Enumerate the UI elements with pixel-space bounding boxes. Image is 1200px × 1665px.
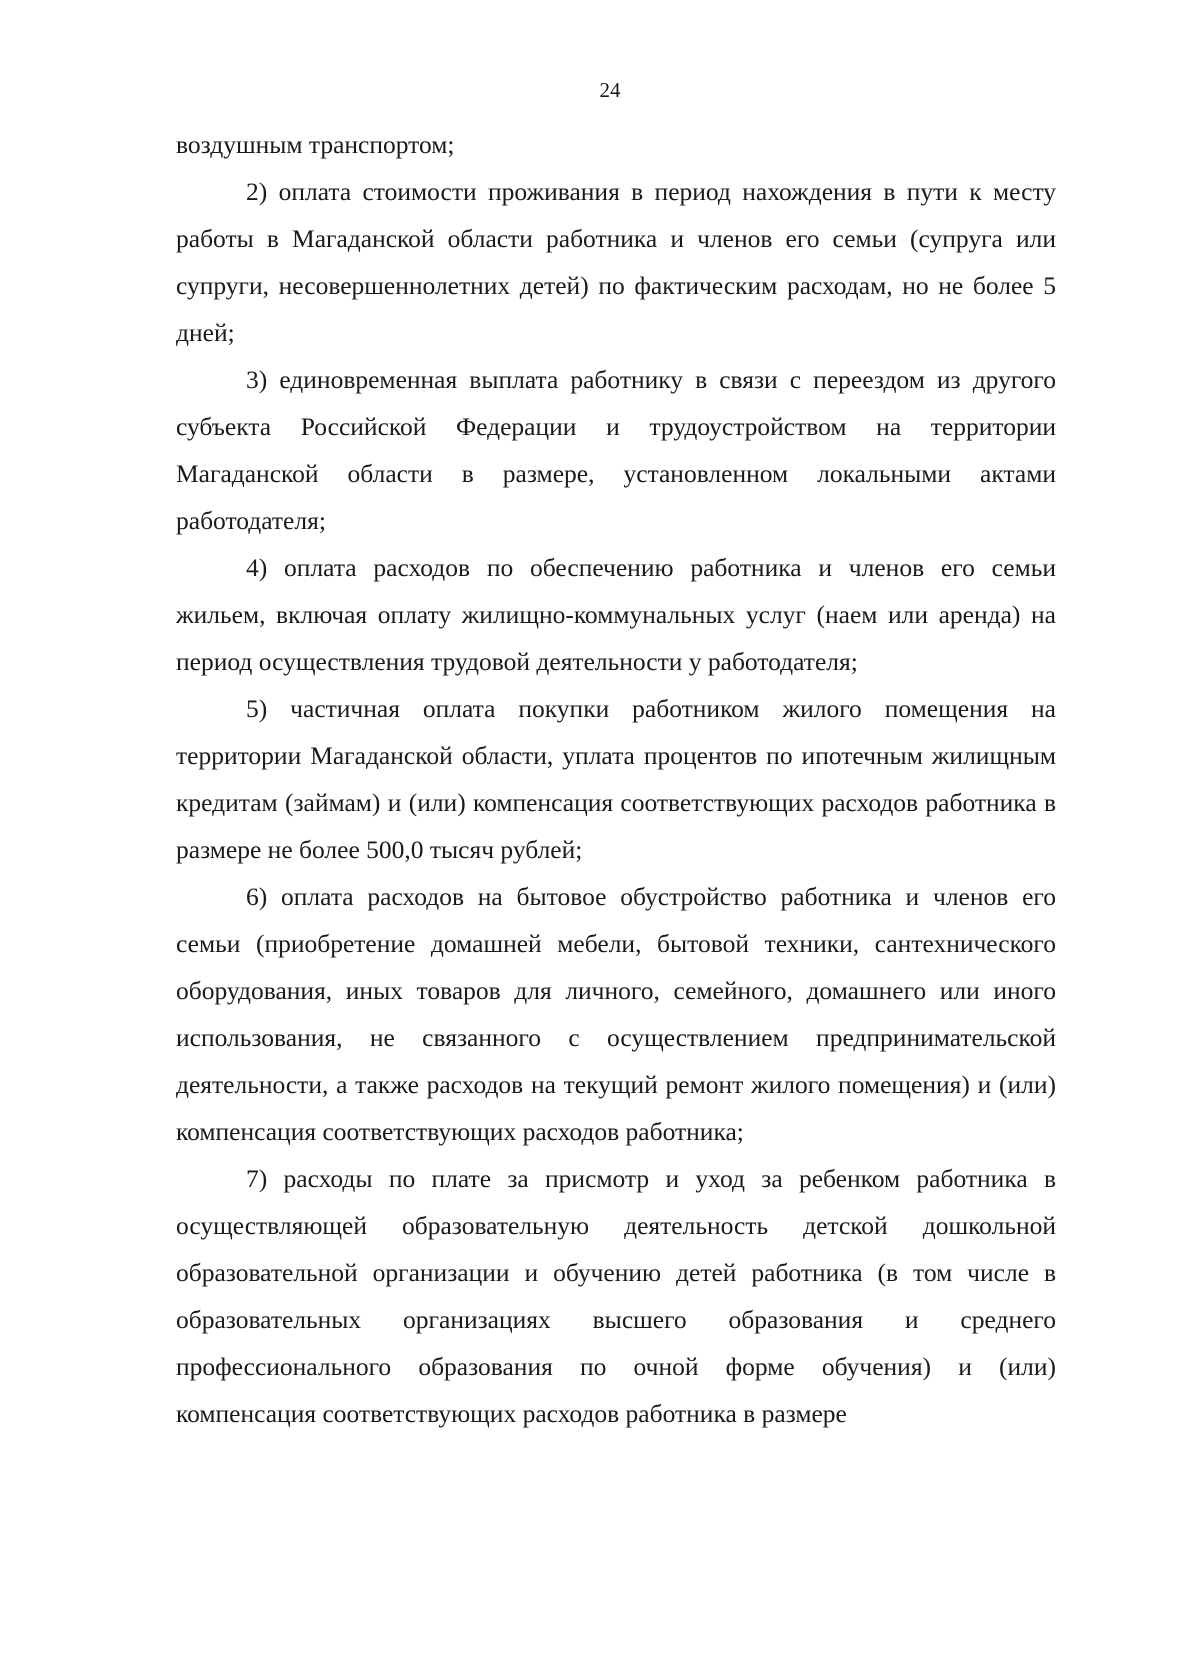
paragraph-item-4: 4) оплата расходов по обеспечению работника и членов его семьи жильем, включая оплату жилищно-коммунальных услуг (наем или аренда) на период осуществления трудовой деятельности у работодателя;	[176, 553, 1056, 676]
paragraph-item-5: 5) частичная оплата покупки работником жилого помещения на территории Магаданской области, уплата процентов по ипотечным жилищным кредитам (займам) и (или) компенсация соответствующих расходов работника в размере не более 500,0 тысяч рублей;	[176, 694, 1056, 864]
paragraph-item-3: 3) единовременная выплата работнику в связи с переездом из другого субъекта Российской Федерации и трудоустройством на территории Магаданской области в размере, установленном локальными актами работодателя;	[176, 365, 1056, 535]
paragraph-item-2: 2) оплата стоимости проживания в период нахождения в пути к месту работы в Магаданской области работника и членов его семьи (супруга или супруги, несовершеннолетних детей) по фактическим расходам, но не более 5 дней;	[176, 177, 1056, 347]
document-body	[176, 121, 1056, 1437]
paragraph-continuation: воздушным транспортом;	[176, 130, 455, 159]
paragraph-item-6: 6) оплата расходов на бытовое обустройство работника и членов его семьи (приобретение домашней мебели, бытовой техники, сантехнического оборудования, иных товаров для личного, семейного, домашнего или иного использования, не связанного с осуществлением предпринимательской деятельности, а также расходов на текущий ремонт жилого помещения) и (или) компенсация соответствующих расходов работника;	[176, 882, 1056, 1146]
paragraph-item-7: 7) расходы по плате за присмотр и уход за ребенком работника в осуществляющей образовательную деятельность детской дошкольной образовательной организации и обучению детей работника (в том числе в образовательных организациях высшего образования и среднего профессионального образования по очной форме обучения) и (или) компенсация соответствующих расходов работника в размере	[176, 1164, 1056, 1428]
page-number: 24	[599, 78, 621, 102]
